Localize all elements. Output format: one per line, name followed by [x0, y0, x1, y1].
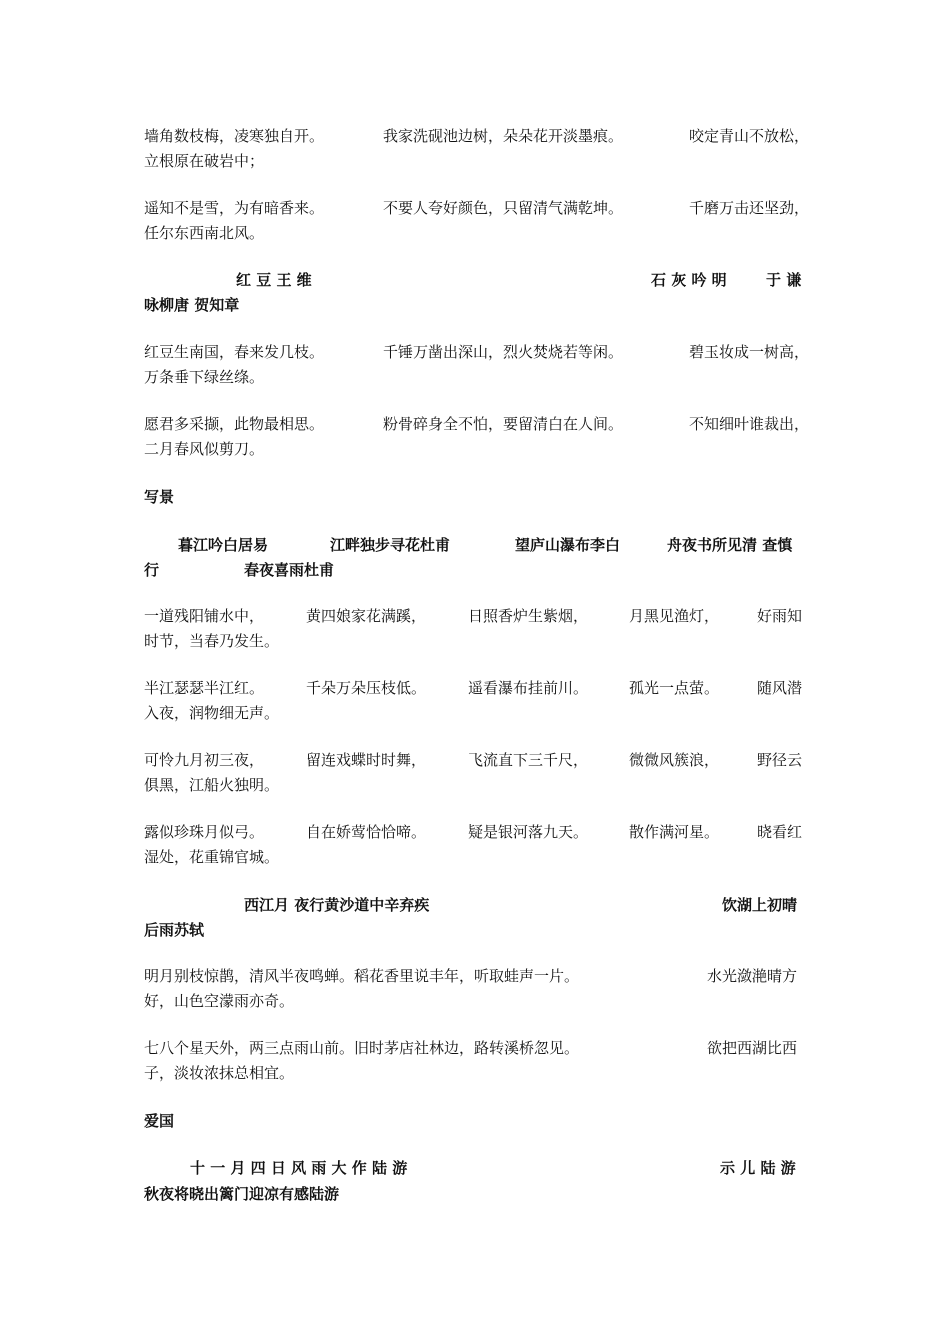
poem-title: 红 豆 王 维	[236, 271, 312, 289]
poem-line: 露似珍珠月似弓。	[144, 823, 265, 841]
poem-line: 欲把西湖比西	[707, 1039, 798, 1057]
poem-line: 可怜九月初三夜，	[144, 751, 265, 769]
poem-title: 后雨苏轼	[144, 921, 205, 939]
poem-line: 遥看瀑布挂前川。	[468, 679, 589, 697]
poem-author: 于 谦	[766, 271, 802, 289]
poem-line: 万条垂下绿丝绦。	[144, 368, 265, 386]
poem-line: 明月别枝惊鹊，清风半夜鸣蝉。稻花香里说丰年，听取蛙声一片。	[144, 967, 580, 985]
poem-line: 不要人夸好颜色，只留清气满乾坤。	[383, 199, 624, 217]
poem-line: 愿君多采撷，此物最相思。	[144, 415, 325, 433]
poem-line: 水光潋滟晴方	[707, 967, 798, 985]
poem-line: 散作满河星。	[629, 823, 720, 841]
poem-line: 墙角数枝梅，凌寒独自开。	[144, 127, 325, 145]
poem-line: 入夜，润物细无声。	[144, 704, 280, 722]
poem-line: 孤光一点萤。	[629, 679, 720, 697]
poem-line: 半江瑟瑟半江红。	[144, 679, 265, 697]
poem-line: 日照香炉生紫烟，	[468, 607, 589, 625]
poem-line: 微微风簇浪，	[629, 751, 720, 769]
poem-line: 咬定青山不放松，	[689, 127, 810, 145]
poem-line: 时节，当春乃发生。	[144, 632, 280, 650]
poem-line: 晓看红	[757, 823, 803, 841]
poem-title: 西江月 夜行黄沙道中辛弃疾	[244, 896, 430, 914]
poem-line: 任尔东西南北风。	[144, 224, 265, 242]
poem-line: 遥知不是雪，为有暗香来。	[144, 199, 325, 217]
poem-line: 粉骨碎身全不怕，要留清白在人间。	[383, 415, 624, 433]
poem-line: 立根原在破岩中；	[144, 152, 265, 170]
poem-line: 月黑见渔灯，	[629, 607, 720, 625]
section-heading: 爱国	[144, 1112, 175, 1130]
poem-line: 黄四娘家花满蹊，	[306, 607, 427, 625]
poem-line: 留连戏蝶时时舞，	[306, 751, 427, 769]
poem-line: 随风潜	[757, 679, 803, 697]
poem-title: 舟夜书所见清 查慎	[667, 536, 793, 554]
poem-line: 子，淡妆浓抹总相宜。	[144, 1064, 295, 1082]
poem-line: 二月春风似剪刀。	[144, 440, 265, 458]
poem-title: 春夜喜雨杜甫	[244, 561, 335, 579]
poem-line: 自在娇莺恰恰啼。	[306, 823, 427, 841]
poem-title: 秋夜将晓出篱门迎凉有感陆游	[144, 1185, 340, 1203]
poem-line: 飞流直下三千尺，	[468, 751, 589, 769]
poem-title: 望庐山瀑布李白	[515, 536, 621, 554]
poem-line: 俱黑，江船火独明。	[144, 776, 280, 794]
poem-line: 一道残阳铺水中，	[144, 607, 265, 625]
poem-title: 暮江吟白居易	[178, 536, 269, 554]
poem-title: 江畔独步寻花杜甫	[330, 536, 451, 554]
poem-line: 好雨知	[757, 607, 803, 625]
poem-line: 野径云	[757, 751, 803, 769]
poem-title: 饮湖上初晴	[722, 896, 798, 914]
section-heading: 写景	[144, 488, 175, 506]
poem-title: 示 儿 陆 游	[720, 1159, 796, 1177]
poem-line: 七八个星天外，两三点雨山前。旧时茅店社林边，路转溪桥忽见。	[144, 1039, 580, 1057]
poem-line: 红豆生南国，春来发几枝。	[144, 343, 325, 361]
poem-line: 千磨万击还坚劲，	[689, 199, 810, 217]
poem-line: 好，山色空濛雨亦奇。	[144, 992, 295, 1010]
poem-title: 石 灰 吟 明	[651, 271, 727, 289]
poem-line: 我家洗砚池边树，朵朵花开淡墨痕。	[383, 127, 624, 145]
poem-title: 十 一 月 四 日 风 雨 大 作 陆 游	[190, 1159, 408, 1177]
poem-line: 不知细叶谁裁出，	[689, 415, 810, 433]
poem-line: 碧玉妆成一树高，	[689, 343, 810, 361]
poem-line: 疑是银河落九天。	[468, 823, 589, 841]
poem-line: 千朵万朵压枝低。	[306, 679, 427, 697]
poem-title: 行	[144, 561, 160, 579]
poem-title: 咏柳唐 贺知章	[144, 296, 240, 314]
poem-line: 千锤万凿出深山，烈火焚烧若等闲。	[383, 343, 624, 361]
poem-line: 湿处，花重锦官城。	[144, 848, 280, 866]
